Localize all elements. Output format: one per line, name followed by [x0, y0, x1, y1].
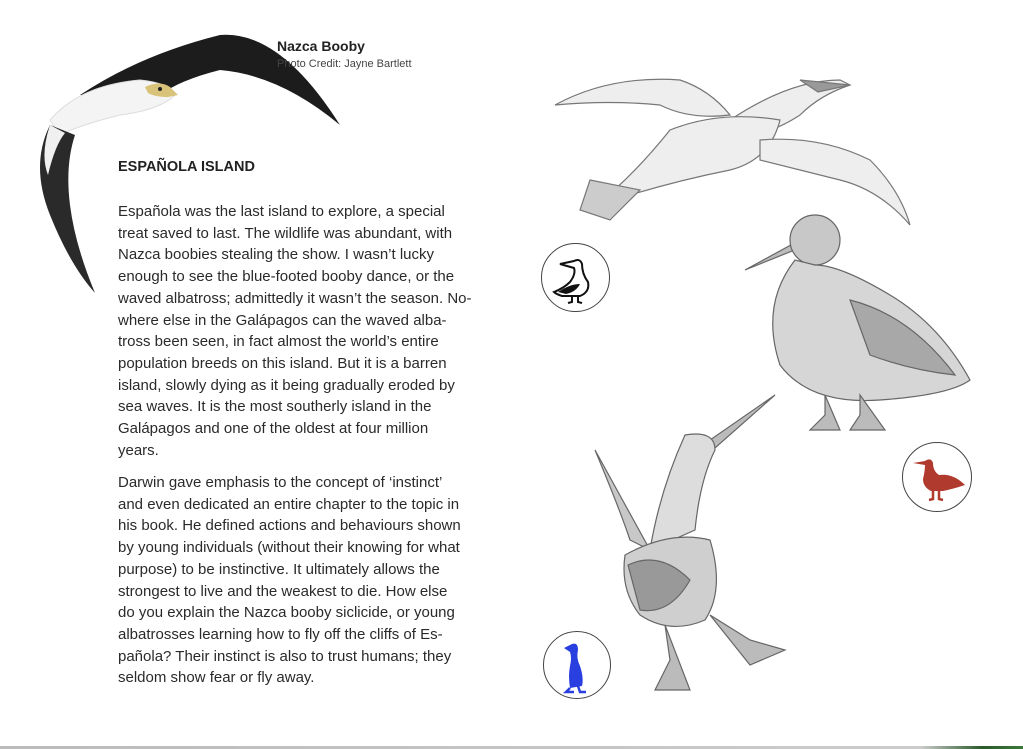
text-line: enough to see the blue-footed booby dance, or the — [118, 268, 455, 286]
text-line: seldom show fear or fly away. — [118, 669, 315, 687]
text-line: waved albatross; admittedly it wasn’t the season. No- — [118, 289, 472, 307]
text-line: and even dedicated an entire chapter to the topic in — [118, 495, 460, 513]
text-line: treat saved to last. The wildlife was abundant, with — [118, 224, 453, 242]
section-heading: ESPAÑOLA ISLAND — [118, 159, 255, 175]
black-booby-badge — [541, 243, 610, 312]
booby-silhouette-icon — [542, 244, 609, 311]
photo-caption-title: Nazca Booby — [277, 38, 365, 54]
text-line: Darwin gave emphasis to the concept of ‘instinct’ — [118, 474, 443, 491]
text-line: do you explain the Nazca booby siclicide, or young — [118, 604, 455, 622]
text-line: his book. He defined actions and behaviours shown — [118, 517, 461, 535]
sketch-blue-footed-booby — [590, 390, 800, 700]
text-line: pañola? Their instinct is also to trust humans; they — [118, 647, 452, 665]
blue-booby-badge — [543, 631, 611, 699]
text-line: Galápagos and one of the oldest at four million — [118, 420, 429, 438]
text-line: purpose) to be instinctive. It ultimately allows the — [118, 560, 440, 578]
text-line: island, slowly dying as it being gradually eroded by — [118, 376, 455, 394]
text-line: by young individuals (without their knowing for what — [118, 539, 460, 557]
text-line: years. — [118, 441, 159, 459]
text-line: tross been seen, in fact almost the world’s entire — [118, 333, 439, 351]
red-bird-icon — [903, 443, 971, 511]
text-line: Nazca boobies stealing the show. I wasn’t lucky — [118, 246, 435, 264]
text-line: sea waves. It is the most southerly island in the — [118, 398, 432, 416]
text-line: strongest to live and the weakest to die. How else — [118, 582, 448, 600]
paragraph-1 — [118, 201, 498, 461]
text-line: population breeds on this island. But it is a barren — [118, 354, 447, 372]
paragraph-2 — [118, 472, 498, 689]
red-bird-badge — [902, 442, 972, 512]
text-line: Española was the last island to explore, a special — [118, 203, 445, 220]
text-line: albatrosses learning how to fly off the cliffs of Es- — [118, 625, 443, 643]
photo-credit: Photo Credit: Jayne Bartlett — [277, 58, 412, 70]
text-line: where else in the Galápagos can the waved alba- — [118, 311, 447, 329]
blue-booby-icon — [544, 632, 610, 698]
